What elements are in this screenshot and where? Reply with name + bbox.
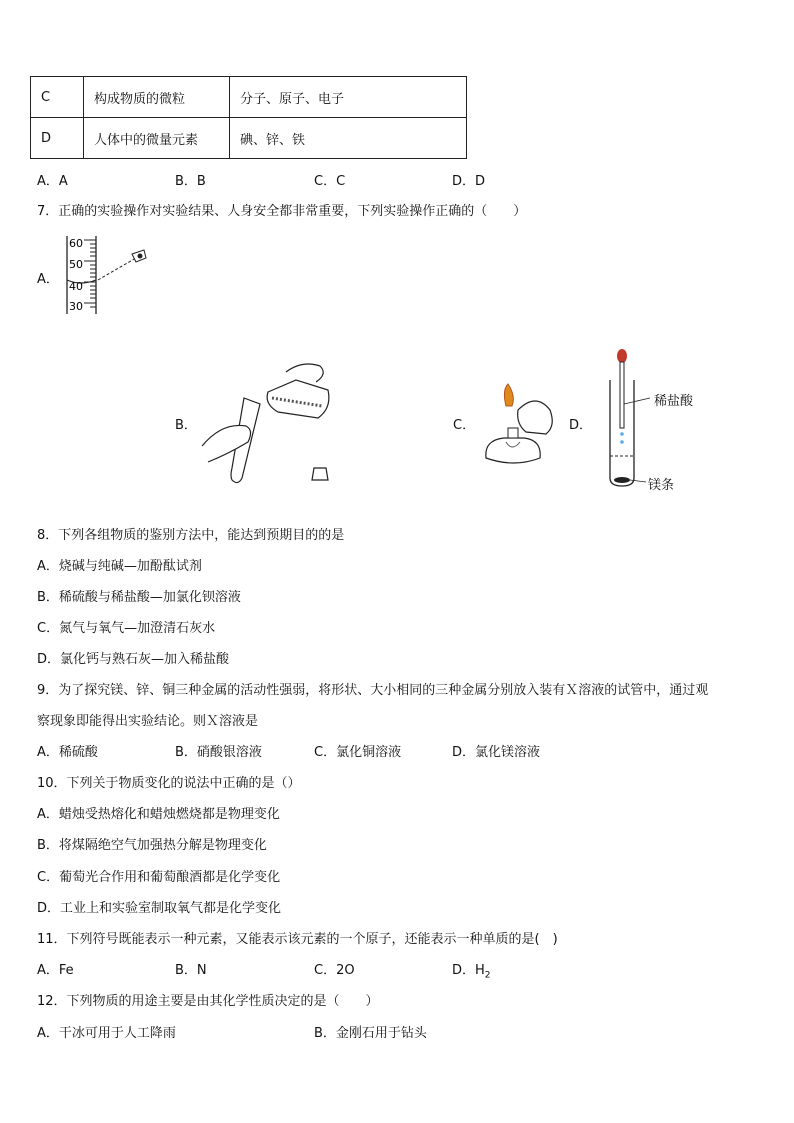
q12-option-a: A．干冰可用于人工降雨: [37, 1026, 176, 1041]
row-category: 人体中的微量元素: [84, 118, 230, 159]
q7-label-d: D．: [569, 418, 593, 433]
q9-option-b: B．硝酸银溶液: [175, 745, 262, 760]
q9-stem-line1: 9．为了探究镁、锌、铜三种金属的活动性强弱，将形状、大小相同的三种金属分别放入装有Ｘ溶液的试管中，通过观: [37, 683, 709, 698]
q11-option-c: C．2O: [314, 963, 355, 978]
q9-option-d: D．氯化镁溶液: [452, 745, 541, 760]
q11-option-d: [452, 959, 491, 981]
cylinder-tick-60: 60: [69, 237, 83, 250]
q10-option-a: A．蜡烛受热熔化和蜡烛燃烧都是物理变化: [37, 807, 280, 822]
q10-option-b: B．将煤隔绝空气加强热分解是物理变化: [37, 838, 267, 853]
label-magnesium-strip: 镁条: [648, 478, 675, 493]
q8-option-c: C．氮气与氧气—加澄清石灰水: [37, 621, 216, 636]
q11-stem: 11．下列符号既能表示一种元素，又能表示该元素的一个原子，还能表示一种单质的是( ): [37, 932, 558, 947]
q9-stem-line2: 察现象即能得出实验结论。则Ｘ溶液是: [37, 714, 259, 729]
q9-option-a: A．稀硫酸: [37, 745, 98, 760]
flame-icon: [504, 384, 513, 406]
q10-stem: 10．下列关于物质变化的说法中正确的是（）: [37, 776, 301, 791]
q12-stem: 12．下列物质的用途主要是由其化学性质决定的是（ ）: [37, 994, 379, 1009]
q8-option-d: D．氯化钙与熟石灰—加入稀盐酸: [37, 652, 230, 667]
alcohol-lamp-figure: [476, 382, 562, 472]
q6-option-b: B．B: [175, 174, 206, 189]
q8-option-b: B．稀硫酸与稀盐酸—加氯化钡溶液: [37, 590, 241, 605]
q11-option-d-text: D．H: [452, 963, 485, 978]
q10-option-d: D．工业上和实验室制取氧气都是化学变化: [37, 901, 282, 916]
cylinder-tick-40: 40: [69, 280, 83, 293]
row-category: 构成物质的微粒: [84, 77, 230, 118]
measuring-cylinder-figure: [60, 232, 160, 318]
cylinder-tick-50: 50: [69, 258, 83, 271]
dropper-bulb-icon: [617, 349, 627, 363]
q11-option-d-subscript: 2: [484, 970, 491, 981]
q11-option-b: B．N: [175, 963, 207, 978]
row-letter: C: [31, 77, 84, 118]
magnesium-strip-icon: [614, 477, 630, 483]
row-items: 碘、锌、铁: [230, 118, 467, 159]
q8-option-a: A．烧碱与纯碱—加酚酞试剂: [37, 559, 202, 574]
table-row: [31, 118, 467, 159]
q7-stem: 7．正确的实验操作对实验结果、人身安全都非常重要，下列实验操作正确的（ ）: [37, 204, 527, 219]
q7-label-b: B．: [175, 418, 197, 433]
q6-option-d: D．D: [452, 174, 486, 189]
eye-icon: [138, 254, 143, 259]
q12-option-b: B．金刚石用于钻头: [314, 1026, 427, 1041]
row-items: 分子、原子、电子: [230, 77, 467, 118]
q6-option-c: C．C: [314, 174, 346, 189]
q11-option-a: A．Fe: [37, 963, 74, 978]
bottle-stopper-icon: [312, 468, 328, 480]
magnesium-acid-figure: [596, 346, 736, 490]
classification-table: [30, 76, 467, 159]
cylinder-tick-30: 30: [69, 300, 83, 313]
q8-stem: 8．下列各组物质的鉴别方法中，能达到预期目的的是: [37, 528, 345, 543]
q7-label-c: C．: [453, 418, 476, 433]
q9-option-c: C．氯化铜溶液: [314, 745, 402, 760]
table-row: [31, 77, 467, 118]
row-letter: D: [31, 118, 84, 159]
q7-label-a: A．: [37, 272, 59, 287]
label-dilute-hcl: 稀盐酸: [654, 394, 694, 409]
q6-option-a: A．A: [37, 174, 68, 189]
dropper-tube-icon: [620, 362, 624, 428]
q10-option-c: C．葡萄光合作用和葡萄酿酒都是化学变化: [37, 870, 281, 885]
pouring-liquid-figure: [198, 350, 348, 486]
lamp-body-icon: [486, 438, 540, 463]
